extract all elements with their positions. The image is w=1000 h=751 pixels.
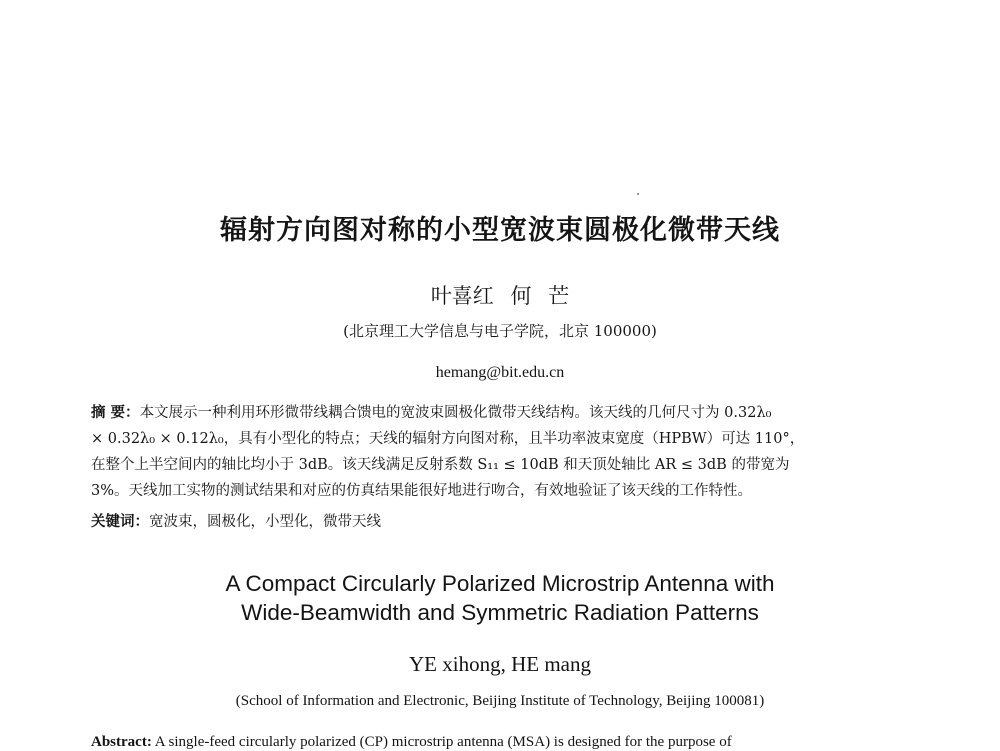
english-abstract-label: Abstract: <box>91 734 152 750</box>
english-authors: YE xihong, HE mang <box>409 652 591 676</box>
chinese-abstract-line-1 <box>91 400 939 426</box>
chinese-abstract-line-4: 3%。天线加工实物的测试结果和对应的仿真结果能很好地进行吻合，有效地验证了该天线的工作特性。 <box>91 483 752 499</box>
chinese-keywords-text: 宽波束，圆极化，小型化，微带天线 <box>149 514 381 530</box>
chinese-affiliation: (北京理工大学信息与电子学院，北京 100000) <box>343 322 657 340</box>
chinese-keywords <box>91 510 381 531</box>
english-title-line-2: Wide-Beamwidth and Symmetric Radiation Patterns <box>241 600 759 625</box>
scan-speck <box>637 193 639 195</box>
chinese-abstract-label: 摘 要： <box>91 405 140 421</box>
english-abstract <box>91 734 939 751</box>
chinese-abstract <box>91 400 939 504</box>
chinese-keywords-label: 关键词： <box>91 514 149 530</box>
english-abstract-text: A single-feed circularly polarized (CP) microstrip antenna (MSA) is designed for the purpose of <box>154 734 732 750</box>
chinese-abstract-line-2: × 0.32λ₀ × 0.12λ₀，具有小型化的特点；天线的辐射方向图对称，且半功率波束宽度（HPBW）可达 110°， <box>91 431 805 447</box>
author-email: hemang@bit.edu.cn <box>435 364 565 381</box>
chinese-abstract-text: 本文展示一种利用环形微带线耦合馈电的宽波束圆极化微带天线结构。该天线的几何尺寸为 0.32λ₀ <box>139 405 772 421</box>
english-title <box>0 569 1000 627</box>
chinese-title: 辐射方向图对称的小型宽波束圆极化微带天线 <box>220 215 780 246</box>
english-title-line-1: A Compact Circularly Polarized Microstrip Antenna with <box>225 571 775 596</box>
chinese-abstract-line-3: 在整个上半空间内的轴比均小于 3dB。该天线满足反射系数 S₁₁ ≤ 10dB 和天顶处轴比 AR ≤ 3dB 的带宽为 <box>91 457 790 473</box>
english-affiliation: (School of Information and Electronic, Beijing Institute of Technology, Beijing 100081) <box>235 693 765 709</box>
chinese-authors: 叶喜红 何 芒 <box>430 284 570 308</box>
